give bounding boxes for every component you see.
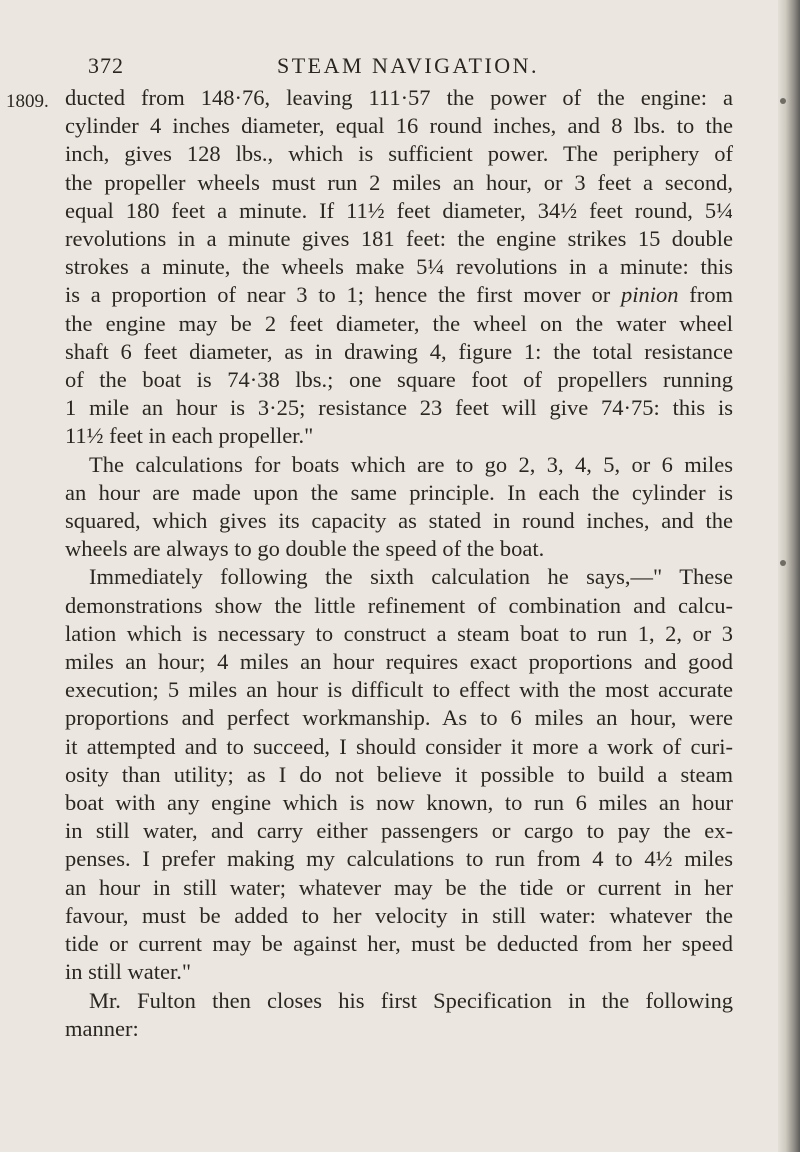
running-title: STEAM NAVIGATION.	[276, 53, 540, 78]
text-line: boat with any engine which is now known, to run 6 miles an hour	[65, 790, 733, 816]
text-line: shaft 6 feet diameter, as in drawing 4, figure 1: the total resistance	[65, 338, 733, 364]
body-text	[65, 84, 733, 1043]
text-line: in still water."	[65, 959, 192, 985]
page-number: 372	[88, 53, 124, 78]
text-line: the engine may be 2 feet diameter, the wheel on the water wheel	[65, 310, 733, 336]
page-edge-mark	[780, 98, 786, 104]
text-line: of the boat is 74·38 lbs.; one square foot of propellers running	[65, 367, 733, 393]
text-line: osity than utility; as I do not believe it possible to build a steam	[65, 761, 733, 787]
text-line: revolutions in a minute gives 181 feet: the engine strikes 15 double	[65, 226, 733, 252]
page-edge	[778, 0, 800, 1152]
text-line: is a proportion of near 3 to 1; hence the first mover or pinion from	[65, 282, 733, 308]
text-line: Mr. Fulton then closes his first Specification in the following	[89, 987, 733, 1013]
text-line: lation which is necessary to construct a steam boat to run 1, 2, or 3	[65, 620, 733, 646]
text-line: favour, must be added to her velocity in still water: whatever the	[65, 902, 733, 928]
text-line: penses. I prefer making my calculations to run from 4 to 4½ miles	[65, 846, 733, 872]
text-line: miles an hour; 4 miles an hour requires exact proportions and good	[65, 649, 733, 675]
text-line: proportions and perfect workmanship. As to 6 miles an hour, were	[65, 705, 733, 731]
text-line: tide or current may be against her, must be deducted from her speed	[65, 931, 733, 957]
text-line: in still water, and carry either passengers or cargo to pay the ex-	[65, 818, 733, 844]
text-line: ducted from 148·76, leaving 111·57 the power of the engine: a	[65, 85, 733, 110]
text-line: execution; 5 miles an hour is difficult to effect with the most accurate	[65, 677, 733, 703]
text-line: inch, gives 128 lbs., which is sufficient power. The periphery of	[65, 141, 733, 167]
text-line: 11½ feet in each propeller."	[65, 423, 314, 449]
text-line: cylinder 4 inches diameter, equal 16 round inches, and 8 lbs. to the	[65, 113, 733, 139]
text-line: equal 180 feet a minute. If 11½ feet diameter, 34½ feet round, 5¼	[65, 197, 733, 223]
text-line: the propeller wheels must run 2 miles an hour, or 3 feet a second,	[65, 169, 733, 195]
page-header	[88, 45, 728, 85]
text-line: strokes a minute, the wheels make 5¼ revolutions in a minute: this	[65, 254, 733, 280]
text-line: it attempted and to succeed, I should consider it more a work of curi-	[65, 733, 733, 759]
page-edge-mark	[780, 560, 786, 566]
text-line: 1 mile an hour is 3·25; resistance 23 feet will give 74·75: this is	[65, 395, 733, 421]
text-line: an hour in still water; whatever may be the tide or current in her	[65, 874, 733, 900]
text-line: demonstrations show the little refinement of combination and calcu-	[65, 592, 733, 618]
margin-year: 1809.	[6, 91, 49, 112]
text-line: wheels are always to go double the speed of the boat.	[65, 536, 545, 562]
text-line: Immediately following the sixth calculation he says,—" These	[89, 564, 733, 590]
text-line: an hour are made upon the same principle. In each the cylinder is	[65, 479, 733, 505]
text-line: manner:	[65, 1015, 139, 1041]
text-line: squared, which gives its capacity as stated in round inches, and the	[65, 508, 733, 534]
text-line: The calculations for boats which are to go 2, 3, 4, 5, or 6 miles	[89, 451, 733, 477]
